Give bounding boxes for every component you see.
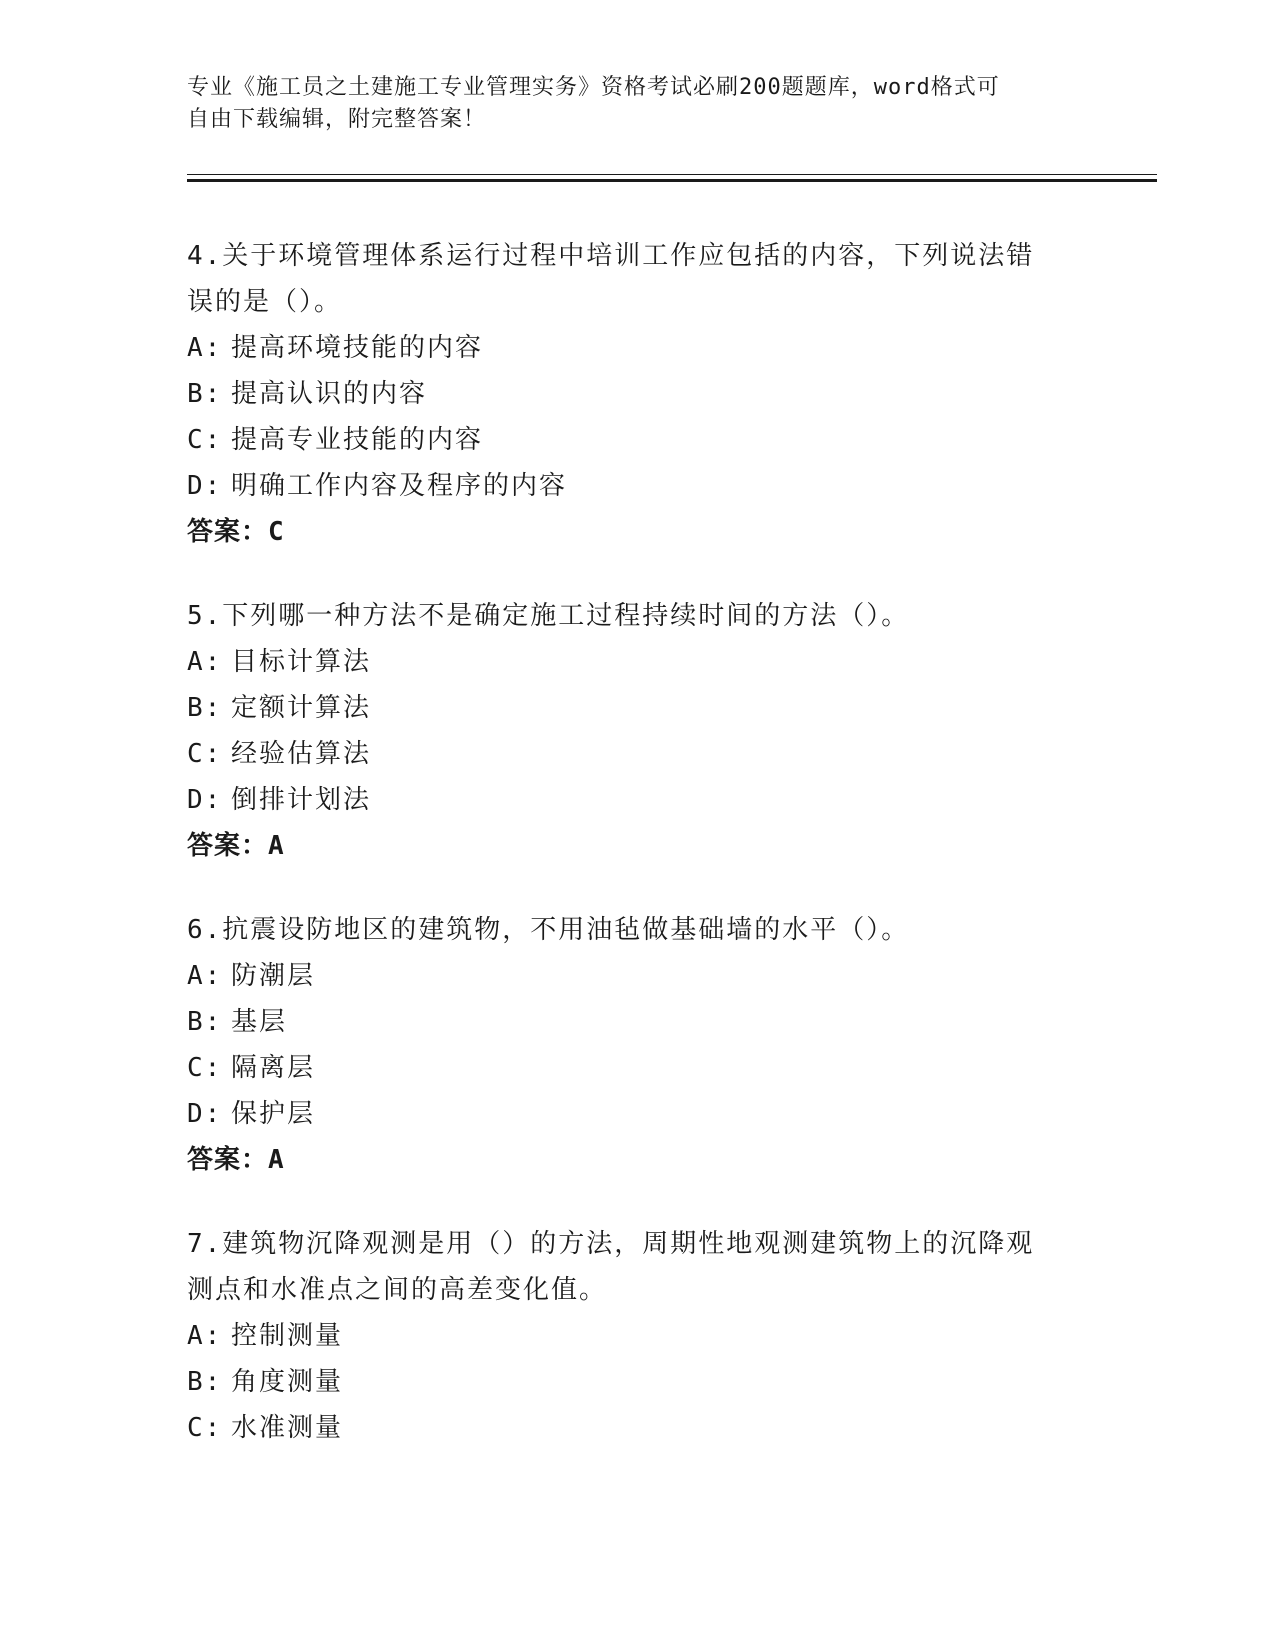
option-key: B: xyxy=(187,693,223,723)
option-a xyxy=(187,325,1067,371)
option-key: D: xyxy=(187,1099,223,1129)
option-key: D: xyxy=(187,785,223,815)
option-b xyxy=(187,999,1067,1045)
option-key: C: xyxy=(187,739,223,769)
question-4 xyxy=(187,233,1067,555)
option-key: C: xyxy=(187,1413,223,1443)
option-text: 目标计算法 xyxy=(231,647,372,677)
answer-label: 答案：A xyxy=(187,831,285,861)
question-stem xyxy=(187,907,1067,953)
question-list xyxy=(187,233,1067,1489)
question-stem xyxy=(187,1221,1067,1313)
option-key: B: xyxy=(187,1007,223,1037)
question-stem-line: 误的是（）。 xyxy=(187,287,343,317)
question-5 xyxy=(187,593,1067,869)
option-text: 明确工作内容及程序的内容 xyxy=(231,471,568,501)
option-text: 基层 xyxy=(231,1007,288,1037)
option-text: 经验估算法 xyxy=(231,739,372,769)
question-stem xyxy=(187,593,1067,639)
option-text: 定额计算法 xyxy=(231,693,372,723)
question-stem-line: 7.建筑物沉降观测是用（）的方法，周期性地观测建筑物上的沉降观 xyxy=(187,1229,1035,1259)
option-b xyxy=(187,1359,1067,1405)
option-d xyxy=(187,463,1067,509)
option-text: 控制测量 xyxy=(231,1321,344,1351)
answer-label: 答案：A xyxy=(187,1145,285,1175)
option-c xyxy=(187,417,1067,463)
option-a xyxy=(187,639,1067,685)
question-stem-line: 测点和水准点之间的高差变化值。 xyxy=(187,1275,608,1305)
option-text: 倒排计划法 xyxy=(231,785,372,815)
option-text: 角度测量 xyxy=(231,1367,344,1397)
header-line-2: 自由下载编辑，附完整答案！ xyxy=(187,107,487,132)
option-key: B: xyxy=(187,379,223,409)
option-key: A: xyxy=(187,333,223,363)
option-c xyxy=(187,1405,1067,1451)
option-text: 水准测量 xyxy=(231,1413,344,1443)
question-7 xyxy=(187,1221,1067,1451)
question-6 xyxy=(187,907,1067,1183)
option-b xyxy=(187,371,1067,417)
option-c xyxy=(187,731,1067,777)
option-key: A: xyxy=(187,1321,223,1351)
header-divider-thick xyxy=(187,179,1157,182)
option-text: 提高专业技能的内容 xyxy=(231,425,484,455)
option-key: A: xyxy=(187,961,223,991)
option-c xyxy=(187,1045,1067,1091)
option-b xyxy=(187,685,1067,731)
question-stem-line: 5.下列哪一种方法不是确定施工过程持续时间的方法（）。 xyxy=(187,601,910,631)
option-key: A: xyxy=(187,647,223,677)
document-header xyxy=(187,72,1067,136)
question-stem-line: 4.关于环境管理体系运行过程中培训工作应包括的内容，下列说法错 xyxy=(187,241,1035,271)
header-divider-thin xyxy=(187,174,1157,175)
answer-label: 答案：C xyxy=(187,517,285,547)
option-text: 防潮层 xyxy=(231,961,316,991)
question-stem-line: 6.抗震设防地区的建筑物，不用油毡做基础墙的水平（）。 xyxy=(187,915,910,945)
option-text: 提高认识的内容 xyxy=(231,379,428,409)
question-stem xyxy=(187,233,1067,325)
option-d xyxy=(187,1091,1067,1137)
option-text: 提高环境技能的内容 xyxy=(231,333,484,363)
option-a xyxy=(187,1313,1067,1359)
option-key: C: xyxy=(187,1053,223,1083)
option-text: 隔离层 xyxy=(231,1053,316,1083)
option-key: D: xyxy=(187,471,223,501)
option-key: C: xyxy=(187,425,223,455)
option-text: 保护层 xyxy=(231,1099,316,1129)
option-a xyxy=(187,953,1067,999)
header-line-1: 专业《施工员之土建施工专业管理实务》资格考试必刷200题题库，word格式可 xyxy=(187,75,1000,100)
option-key: B: xyxy=(187,1367,223,1397)
option-d xyxy=(187,777,1067,823)
